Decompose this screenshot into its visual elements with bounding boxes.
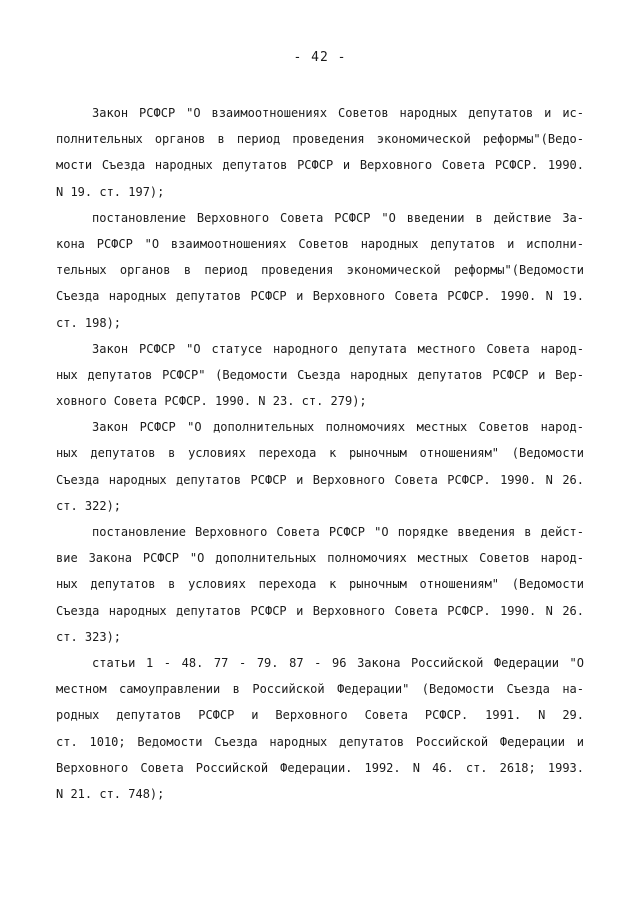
text-line: Закон РСФСР "О статусе народного депутата местного Совета народ- [92,341,584,356]
text-line: Закон РСФСР "О взаимоотношениях Советов народных депутатов и ис- [92,106,584,120]
text-line: кона РСФСР "О взаимоотношениях Советов народных депутатов и исполни- [56,236,584,251]
text-line: родных депутатов РСФСР и Верховного Совета РСФСР. 1991. N 29. [56,708,584,723]
text-line: вие Закона РСФСР "О дополнительных полномочиях местных Советов народ- [56,551,584,566]
document-body [56,100,584,807]
text-line: N 21. ст. 748); [56,786,165,801]
text-line: местном самоуправлении в Российской Федерации" (Ведомости Съезда на- [56,682,584,697]
text-line: ст. 322); [56,498,122,513]
text-line: постановление Верховного Совета РСФСР "О введении в действие За- [92,210,584,225]
paragraph-articles-self-government [56,650,584,807]
paragraph-resolution-procedure [56,519,584,650]
text-line: постановление Верховного Совета РСФСР "О порядке введения в дейст- [92,525,584,539]
text-line: Закон РСФСР "О дополнительных полномочиях местных Советов народ- [92,420,584,435]
text-line: ховного Совета РСФСР. 1990. N 23. ст. 279); [56,394,367,409]
text-line: ных депутатов в условиях перехода к рыночным отношениям" (Ведомости [56,577,584,592]
paragraph-law-additional-powers [56,414,584,519]
text-line: Съезда народных депутатов РСФСР и Верховного Совета РСФСР. 1990. N 26. [56,472,584,487]
text-line: Верховного Совета Российской Федерации. 1992. N 46. ст. 2618; 1993. [56,760,584,775]
text-line: Съезда народных депутатов РСФСР и Верховного Совета РСФСР. 1990. N 26. [56,603,584,618]
text-line: N 19. ст. 197); [56,184,165,199]
text-line: ст. 198); [56,315,122,330]
text-line: Съезда народных депутатов РСФСР и Верховного Совета РСФСР. 1990. N 19. [56,289,584,304]
text-line: тельных органов в период проведения экономической реформы"(Ведомости [56,263,584,278]
paragraph-resolution-enactment [56,205,584,336]
text-line: ных депутатов в условиях перехода к рыночным отношениям" (Ведомости [56,446,584,461]
text-line: ст. 1010; Ведомости Съезда народных депутатов Российской Федерации и [56,734,584,749]
paragraph-law-deputy-status [56,336,584,415]
text-line: полнительных органов в период проведения экономической реформы"(Ведо- [56,132,584,147]
text-line: ных депутатов РСФСР" (Ведомости Съезда народных депутатов РСФСР и Вер- [56,367,584,382]
paragraph-law-relations-councils [56,100,584,205]
page-number: - 42 - [293,50,347,65]
text-line: статьи 1 - 48. 77 - 79. 87 - 96 Закона Российской Федерации "О [92,655,584,670]
text-line: ст. 323); [56,629,122,644]
text-line: мости Съезда народных депутатов РСФСР и Верховного Совета РСФСР. 1990. [56,158,584,173]
